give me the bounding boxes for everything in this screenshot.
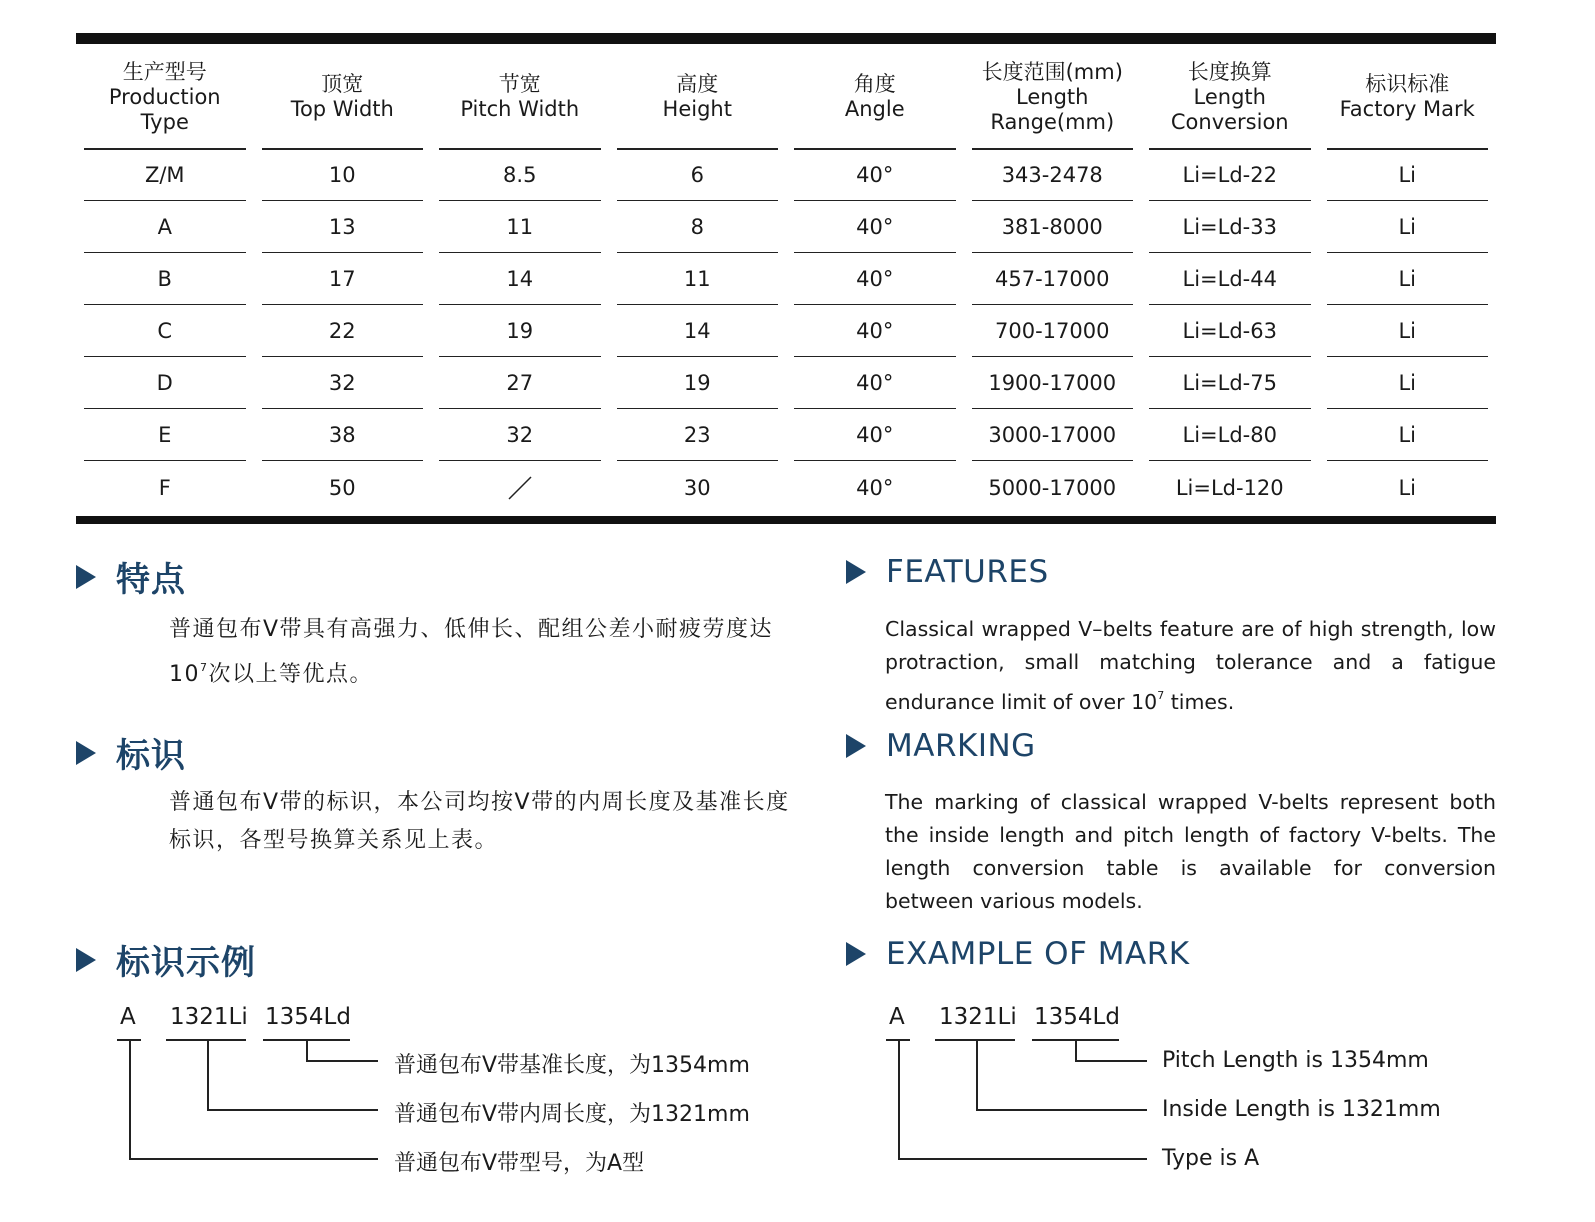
mark-label-pitch-length: 普通包布V带基准长度，为1354mm — [394, 1053, 750, 1078]
column-header-en: Factory Mark — [1339, 97, 1475, 121]
table-cell: Li — [1319, 410, 1497, 462]
features-cn-text: 普通包布V带具有高强力、低伸长、配组公差小耐疲劳度达$10^7$次以上等优点。 — [169, 617, 774, 687]
table-cell: Li=Ld-120 — [1175, 475, 1284, 500]
table-cell: Li — [1319, 306, 1497, 358]
triangle-bullet-icon — [846, 734, 866, 758]
features-en-title: FEATURES — [886, 554, 1049, 590]
table-cell: 14 — [609, 306, 787, 358]
column-header-en: Production — [108, 84, 221, 109]
triangle-bullet-icon — [846, 560, 866, 584]
table-cell: Li — [1319, 358, 1497, 410]
table-cell: 23 — [609, 410, 787, 462]
table-cell: Li=Ld-63 — [1141, 306, 1319, 358]
column-header — [1141, 46, 1319, 150]
mark-label-inside-length: Inside Length is 1321mm — [1162, 1097, 1441, 1122]
table-cell: 10 — [254, 150, 432, 202]
column-header — [431, 46, 609, 150]
mark-label-inside-length: 普通包布V带内周长度，为1321mm — [394, 1102, 750, 1127]
example-cn-title: 标识示例 — [116, 943, 256, 983]
mark-code-pitch-length: 1354Ld — [1034, 1004, 1120, 1030]
table-cell: 13 — [254, 202, 432, 254]
table-cell: Li — [1319, 202, 1497, 254]
mark-label-type: Type is A — [1162, 1146, 1260, 1171]
table-cell: 40° — [786, 254, 964, 306]
table-cell: 8 — [609, 202, 787, 254]
table-cell: Li=Ld-33 — [1141, 202, 1319, 254]
mark-label-type: 普通包布V带型号，为A型 — [394, 1151, 645, 1176]
features-en-text: Classical wrapped V–belts feature are of high strength, low protraction, small matching tolerance and a fatigue endurance limit of over $10^7$ times. — [885, 617, 1496, 714]
table-cell: 32 — [254, 358, 432, 410]
column-header-cn: 长度范围(mm) — [981, 59, 1123, 84]
table-cell: 32 — [431, 410, 609, 462]
table-row — [76, 306, 1496, 358]
marking-en-heading — [846, 728, 1036, 764]
column-header — [76, 46, 254, 150]
table-cell: 40° — [856, 475, 894, 500]
column-header-en: Conversion — [1170, 109, 1289, 134]
table-row — [76, 202, 1496, 254]
column-header-cn: 节宽 — [498, 72, 541, 96]
table-cell: 19 — [431, 306, 609, 358]
triangle-bullet-icon — [846, 942, 866, 966]
table-header-row — [76, 46, 1496, 150]
table-cell: Li — [1319, 150, 1497, 202]
column-header-cn: 长度换算 — [1187, 59, 1272, 84]
column-header-cn: 角度 — [853, 72, 896, 96]
triangle-bullet-icon — [76, 565, 96, 589]
table-cell: Li — [1319, 254, 1497, 306]
mark-code-inside-length: 1321Li — [170, 1004, 248, 1030]
table-row — [76, 254, 1496, 306]
triangle-bullet-icon — [76, 741, 96, 765]
table-cell: 40° — [786, 306, 964, 358]
table-cell: B — [76, 254, 254, 306]
table-cell: 6 — [609, 150, 787, 202]
table-cell: Li — [1398, 475, 1417, 500]
column-header-en: Pitch Width — [460, 97, 580, 121]
table-cell: 50 — [328, 475, 356, 500]
example-en-heading — [846, 936, 1190, 972]
table-cell: E — [76, 410, 254, 462]
table-cell: 40° — [786, 358, 964, 410]
table-cell: Li=Ld-22 — [1141, 150, 1319, 202]
column-header-cn: 生产型号 — [122, 59, 207, 84]
marking-cn-title: 标识 — [116, 736, 186, 776]
table-cell: Li=Ld-80 — [1141, 410, 1319, 462]
table-cell: 19 — [609, 358, 787, 410]
column-header-en: Type — [140, 109, 189, 134]
table-cell: D — [76, 358, 254, 410]
column-header — [786, 46, 964, 150]
table-cell: 17 — [254, 254, 432, 306]
column-header-en: Length — [1016, 84, 1089, 109]
mark-label-pitch-length: Pitch Length is 1354mm — [1162, 1048, 1429, 1073]
marking-cn-text: 普通包布V带的标识，本公司均按V带的内周长度及基准长度标识，各型号换算关系见上表。 — [169, 790, 790, 853]
triangle-bullet-icon — [76, 948, 96, 972]
table-cell: 8.5 — [431, 150, 609, 202]
table-cell: Z/M — [76, 150, 254, 202]
table-cell: 343-2478 — [964, 150, 1142, 202]
column-header-en: Height — [662, 97, 732, 121]
column-header-cn: 高度 — [676, 72, 719, 96]
column-header — [254, 46, 432, 150]
table-cell: 30 — [683, 475, 711, 500]
column-header — [1319, 46, 1497, 150]
table-cell: 700-17000 — [964, 306, 1142, 358]
table-row — [76, 150, 1496, 202]
table-cell — [431, 462, 609, 514]
column-header-en: Length — [1193, 84, 1266, 109]
table-cell: 381-8000 — [964, 202, 1142, 254]
table-cell: 40° — [786, 202, 964, 254]
column-header-cn: 标识标准 — [1365, 72, 1450, 96]
table-cell: 3000-17000 — [964, 410, 1142, 462]
table-top-rule — [76, 33, 1496, 44]
features-en-heading — [846, 554, 1049, 590]
spec-table — [76, 46, 1496, 514]
mark-code-type: A — [120, 1004, 136, 1030]
table-row — [76, 358, 1496, 410]
table-row — [76, 410, 1496, 462]
table-cell: 11 — [609, 254, 787, 306]
table-cell: Li=Ld-75 — [1141, 358, 1319, 410]
table-cell: 38 — [254, 410, 432, 462]
table-cell: 27 — [431, 358, 609, 410]
table-cell: Li=Ld-44 — [1141, 254, 1319, 306]
features-cn-title: 特点 — [116, 560, 186, 600]
example-en-title: EXAMPLE OF MARK — [886, 936, 1190, 972]
marking-en-title: MARKING — [886, 728, 1036, 764]
table-row — [76, 462, 1496, 514]
column-header — [609, 46, 787, 150]
column-header — [964, 46, 1142, 150]
table-cell: 22 — [254, 306, 432, 358]
table-cell: 40° — [786, 410, 964, 462]
table-cell: F — [158, 475, 171, 500]
mark-code-pitch-length: 1354Ld — [265, 1004, 351, 1030]
column-header-en: Range(mm) — [990, 109, 1115, 134]
not-applicable-slash-icon — [506, 474, 534, 502]
table-cell: C — [76, 306, 254, 358]
table-cell: 1900-17000 — [964, 358, 1142, 410]
table-cell: 11 — [431, 202, 609, 254]
features-cn-heading — [76, 552, 186, 601]
example-cn-heading — [76, 935, 256, 984]
column-header-cn: 顶宽 — [321, 72, 364, 96]
table-bottom-rule — [76, 516, 1496, 524]
table-cell: A — [76, 202, 254, 254]
column-header-en: Angle — [844, 97, 905, 121]
column-header-en: Top Width — [290, 97, 394, 121]
table-cell: 457-17000 — [964, 254, 1142, 306]
marking-cn-heading — [76, 728, 186, 777]
marking-en-text: The marking of classical wrapped V-belts represent both the inside length and pitch length of factory V-belts. The length conversion table is available for conversion between various models. — [885, 790, 1496, 913]
table-cell: 14 — [431, 254, 609, 306]
table-cell: 40° — [786, 150, 964, 202]
mark-code-type: A — [889, 1004, 905, 1030]
mark-code-inside-length: 1321Li — [939, 1004, 1017, 1030]
table-cell: 5000-17000 — [988, 475, 1117, 500]
